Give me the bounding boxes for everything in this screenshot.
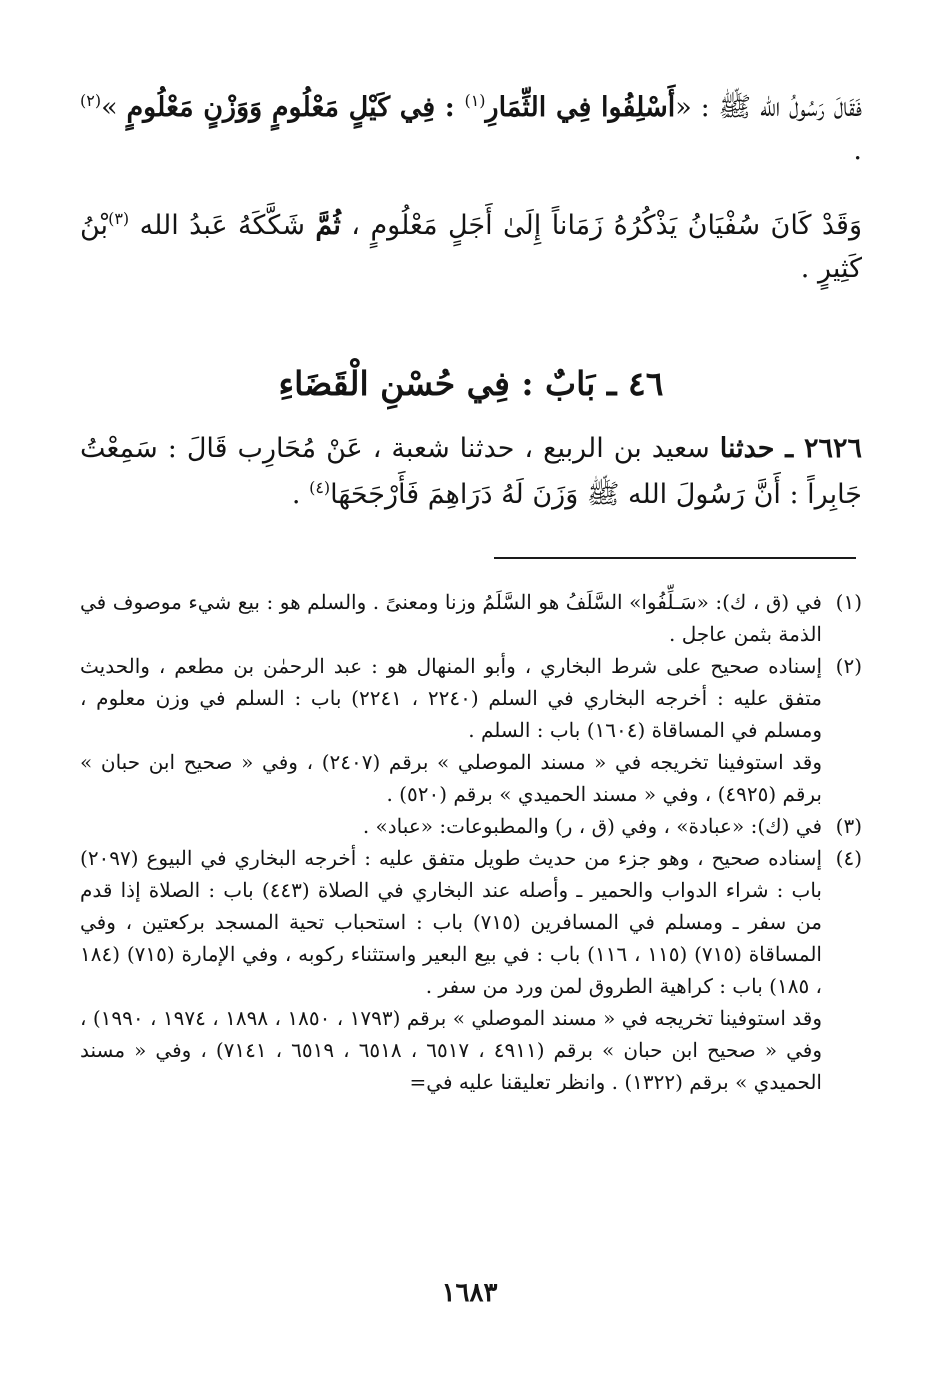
footnote-body xyxy=(80,842,822,1098)
hadith-number: ٢٦٢٦ ـ حدثنا xyxy=(719,433,862,464)
footnote-text: إسناده صحيح ، وهو جزء من حديث طويل متفق عليه : أخرجه البخاري في البيوع (٢٠٩٧) باب : شراء الدواب والحمير ـ وأصله عند البخاري في الصلاة (٤٤٣) باب : الصلاة إذا قدم من سفر ـ ومسلم في المسافرين (٧١٥) باب : استحباب تحية المسجد بركعتين ، وفي المساقاة (٧١٥) (١١٥ ، ١١٦) باب : في بيع البعير واستثناء ركوبه ، وفي الإمارة (٧١٥) (١٨٤ ، ١٨٥) باب : كراهية الطروق لمن ورد من سفر . xyxy=(80,846,822,998)
footnote-2 xyxy=(80,650,862,810)
footnote-body xyxy=(80,810,822,842)
footnote-1 xyxy=(80,586,862,650)
footnote-number: (١) xyxy=(835,590,862,614)
footnote-4 xyxy=(80,842,862,1098)
footnote-ref-2: (٢) xyxy=(80,91,102,110)
footnote-text: في (ك): «عبادة» ، وفي (ق ، ر) والمطبوعات: «عباد» . xyxy=(362,814,822,838)
footnote-number: (٢) xyxy=(835,654,862,678)
p1-quote-a: أَسْلِفُوا فِي الثِّمَارِ xyxy=(485,92,676,123)
p2-text-b: ثُمَّ xyxy=(315,210,341,241)
main-paragraph-2 xyxy=(80,204,862,290)
footnote-body xyxy=(80,586,822,650)
hadith-paragraph xyxy=(80,426,862,518)
footnote-text: وقد استوفينا تخريجه في « مسند الموصلي » برقم (١٧٩٣ ، ١٨٥٠ ، ١٨٩٨ ، ١٩٧٤ ، ١٩٩٠) ، وفي « صحيح ابن حبان » برقم (٤٩١١ ، ٦٥١٧ ، ٦٥١٨ ، ٦٥١٩ ، ٧١٤١) ، وفي « مسند الحميدي » برقم (١٣٢٢) . وانظر تعليقنا عليه في= xyxy=(80,1006,823,1094)
p1-close: » xyxy=(101,92,127,123)
p2-text-d: بْنُ كَثِيرٍ . xyxy=(80,210,862,285)
footnote-divider xyxy=(494,557,856,559)
p1-intro: فَقَالَ رَسُولُ الله ﷺ : « xyxy=(675,92,862,123)
footnote-ref-1: (١) xyxy=(464,91,486,110)
page-number: ١٦٨٣ xyxy=(441,1278,498,1308)
footnote-text: إسناده صحيح على شرط البخاري ، وأبو المنهال هو : عبد الرحمٰن بن مطعم ، والحديث متفق عليه : أخرجه البخاري في السلم (٢٢٤٠ ، ٢٢٤١) باب : السلم في وزن معلوم ، ومسلم في المساقاة (١٦٠٤) باب : السلم . xyxy=(80,654,823,742)
footnote-number: (٤) xyxy=(835,846,862,870)
hadith-end: . xyxy=(291,478,310,510)
footnote-text: في (ق ، ك): «سَـلِّفُوا» السَّلَفُ هو السَّلَمُ وزنا ومعنىً . والسلم هو : بيع شيء موصوف في الذمة بثمن عاجل . xyxy=(80,590,822,646)
p2-text-c: شَكَّكَهُ عَبدُ الله xyxy=(129,210,316,241)
footnotes-section xyxy=(80,586,862,1098)
footnote-number: (٣) xyxy=(835,814,862,838)
footnote-text: وقد استوفينا تخريجه في « مسند الموصلي » برقم (٢٤٠٧) ، وفي « صحيح ابن حبان » برقم (٤٩٢٥) ، وفي « مسند الحميدي » برقم (٥٢٠) . xyxy=(80,750,822,806)
hadith-text: سعيد بن الربيع ، حدثنا شعبة ، عَنْ مُحَارِب قَالَ : سَمِعْتُ جَابِراً : أَنَّ رَسُولَ الله ﷺ وَزَنَ لَهُ دَرَاهِمَ فَأَرْجَحَهَا xyxy=(80,433,862,510)
main-paragraph-1 xyxy=(80,86,862,172)
footnote-body xyxy=(80,650,822,810)
p1-end: . xyxy=(853,135,862,167)
p2-text-a: وَقَدْ كَانَ سُفْيَانُ يَذْكُرُهُ زَمَاناً إِلَىٰ أَجَلٍ مَعْلُومٍ ، xyxy=(340,210,862,241)
p1-quote-b: : فِي كَيْلٍ مَعْلُومٍ وَوَزْنٍ مَعْلُومٍ xyxy=(126,92,465,123)
footnote-ref-3: (٣) xyxy=(108,209,130,228)
footnote-ref-4: (٤) xyxy=(309,477,331,497)
footnote-3 xyxy=(80,810,862,842)
chapter-title: ٤٦ ـ بَابٌ : فِي حُسْنِ الْقَضَاءِ xyxy=(278,364,664,403)
